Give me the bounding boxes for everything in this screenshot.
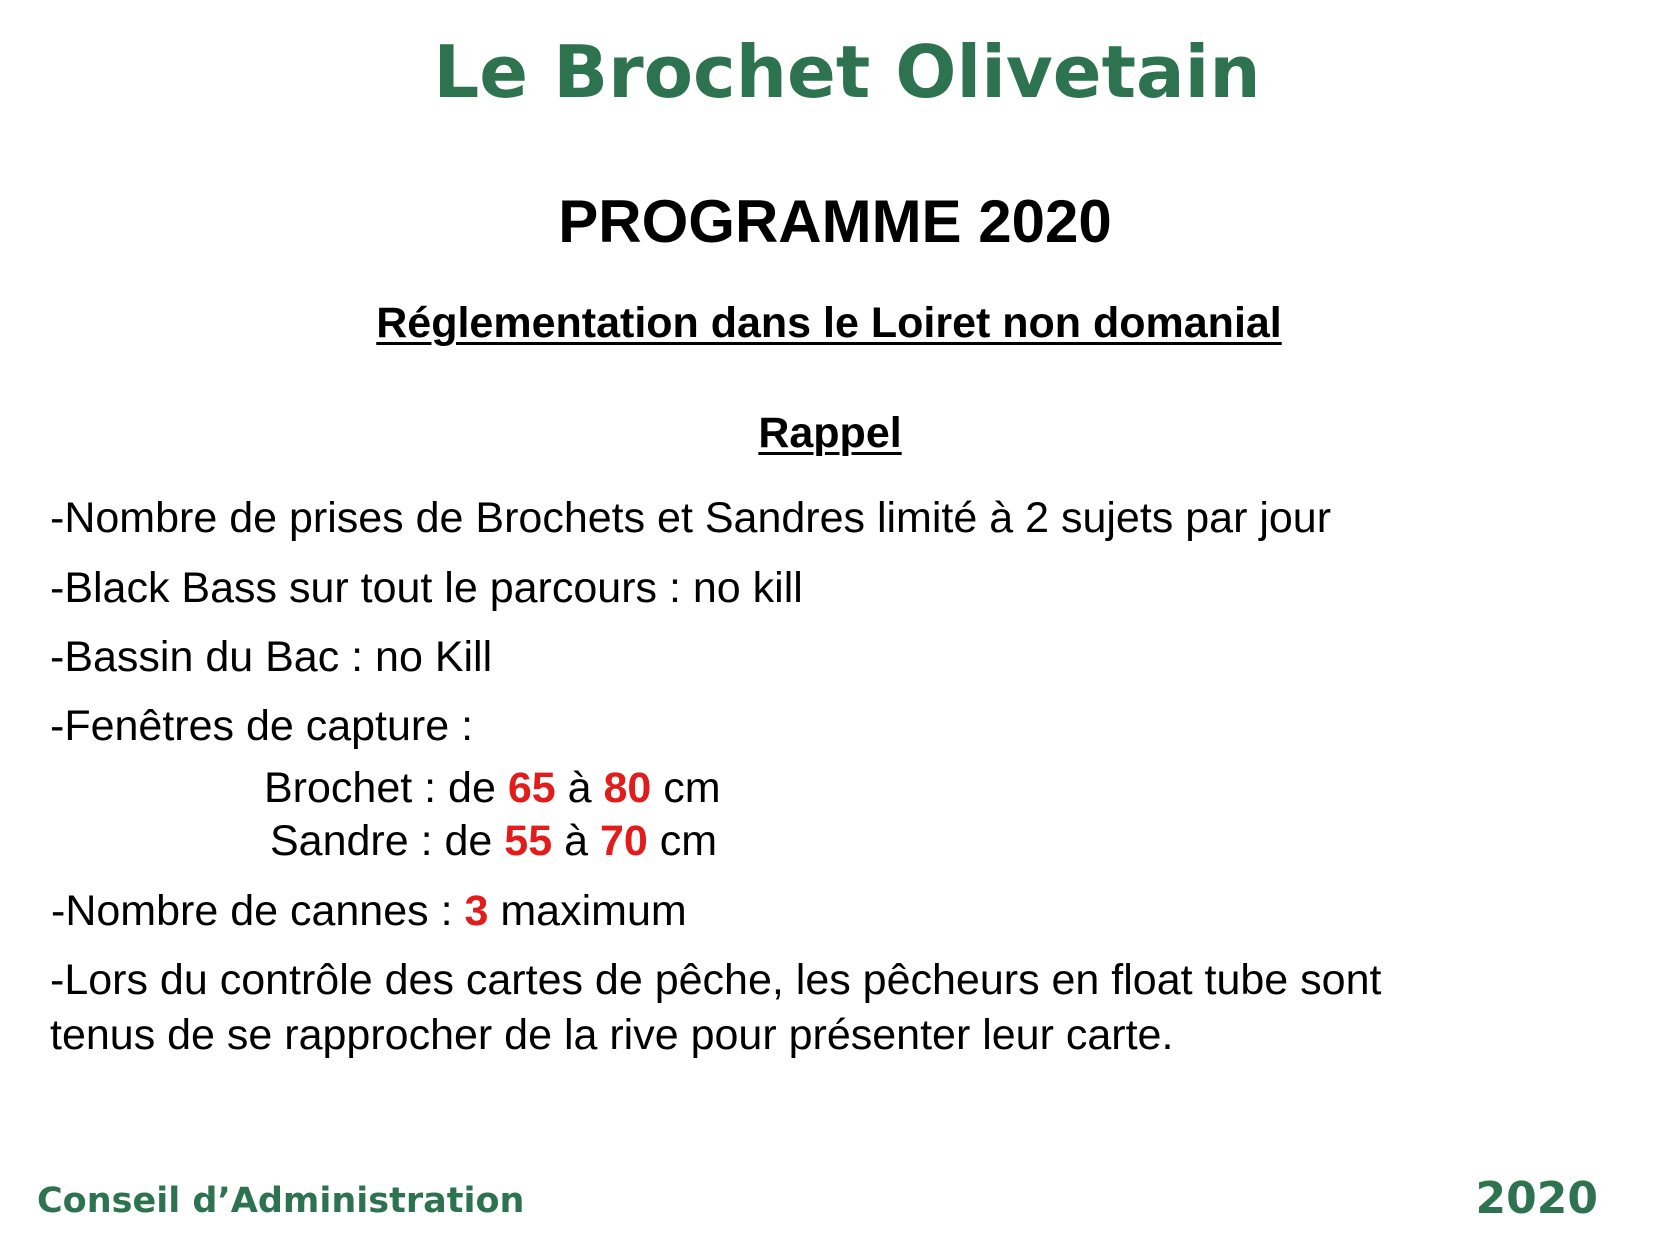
rule-float-tube-line2: tenus de se rapprocher de la rive pour présenter leur carte. — [50, 1011, 1174, 1059]
footer-organization: Conseil d’Administration — [37, 1181, 525, 1221]
brochet-unit: cm — [651, 764, 721, 812]
sandre-separator: à — [552, 817, 600, 865]
rule-rod-count — [51, 884, 687, 938]
sandre-max-size: 70 — [599, 817, 648, 865]
rule-bassin-du-bac: -Bassin du Bac : no Kill — [50, 633, 493, 681]
brochet-max-size: 80 — [603, 764, 652, 812]
sandre-min-size: 55 — [504, 817, 553, 865]
section-heading-rappel: Rappel — [758, 409, 902, 457]
rod-count-suffix: maximum — [488, 887, 687, 935]
rule-black-bass: -Black Bass sur tout le parcours : no kill — [50, 564, 803, 612]
rod-count-value: 3 — [464, 887, 489, 935]
rod-count-prefix: -Nombre de cannes : — [51, 887, 465, 935]
rule-capture-windows: -Fenêtres de capture : — [50, 702, 474, 750]
brochet-prefix: Brochet : de — [264, 764, 508, 812]
rule-catch-limit: -Nombre de prises de Brochets et Sandres limité à 2 sujets par jour — [50, 494, 1332, 542]
footer-year: 2020 — [1475, 1173, 1598, 1224]
rule-float-tube-line1: -Lors du contrôle des cartes de pêche, les pêcheurs en float tube sont — [50, 956, 1382, 1004]
page-title: PROGRAMME 2020 — [558, 188, 1112, 255]
capture-window-brochet — [264, 761, 721, 815]
brochet-separator: à — [555, 764, 604, 812]
regulation-subtitle: Réglementation dans le Loiret non domanial — [376, 299, 1282, 347]
sandre-prefix: Sandre : de — [270, 817, 505, 865]
capture-window-sandre — [270, 814, 717, 868]
sandre-unit: cm — [647, 817, 718, 865]
brand-title: Le Brochet Olivetain — [433, 30, 1261, 114]
brochet-min-size: 65 — [507, 764, 556, 812]
